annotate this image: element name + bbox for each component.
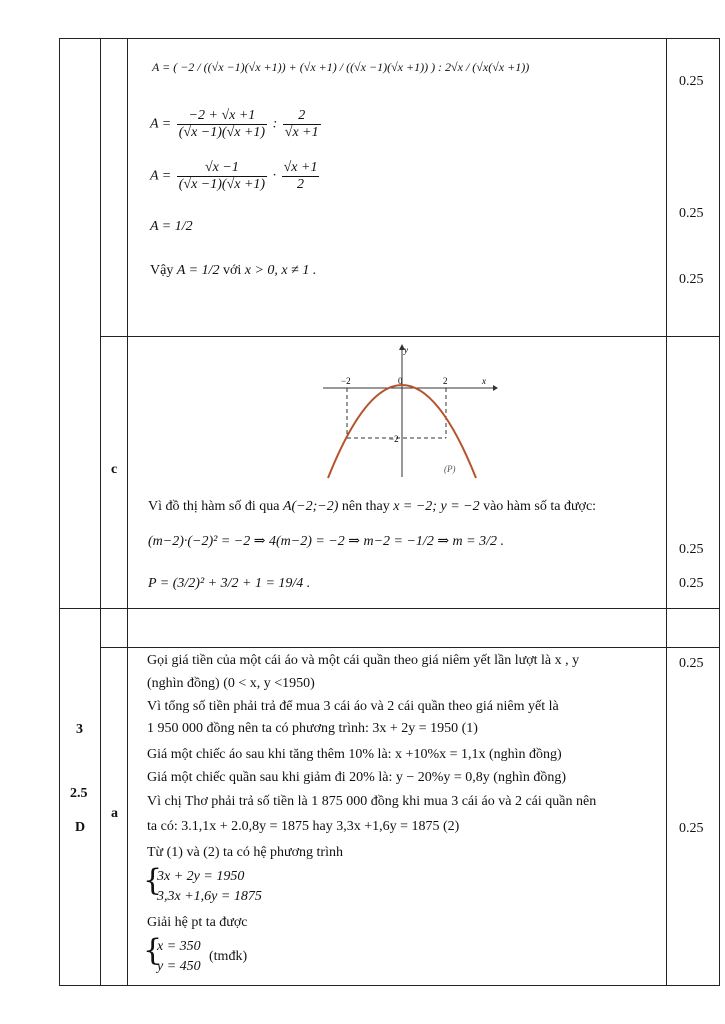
tick-label-2: 2 — [443, 376, 448, 386]
system-1-eq-a: 3x + 2y = 1950 — [157, 869, 245, 884]
table-divider-1 — [100, 38, 101, 986]
q3-line-9: Từ (1) và (2) ta có hệ phương trình — [147, 845, 343, 860]
system-2-eq-a: x = 350 — [157, 939, 201, 954]
table-border-bottom — [59, 985, 720, 986]
score-7: 0.25 — [679, 821, 704, 836]
system-2-eq-b: y = 450 — [157, 959, 201, 974]
part-c-eq-2: P = (3/2)² + 3/2 + 1 = 19/4 . — [148, 576, 311, 591]
tick-label-neg2: −2 — [341, 376, 351, 386]
q3-line-1: Gọi giá tiền của một cái áo và một cái quần theo giá niêm yết lần lượt là x , y — [147, 653, 580, 668]
parabola-graph — [318, 342, 498, 482]
tick-label-0: 0 — [398, 376, 403, 386]
tick-label-y-neg2: −2 — [389, 434, 399, 444]
system-1-eq-b: 3,3x +1,6y = 1875 — [157, 889, 262, 904]
row-divider-b-c — [100, 336, 720, 337]
question-grade: D — [75, 820, 86, 835]
score-5: 0.25 — [679, 576, 704, 591]
q3-line-10: Giải hệ pt ta được — [147, 915, 248, 930]
expr-line-2: A = $\frac{-2 + √x +1}{(√x -1)(√x +1)}$ : $\frac{2}{√x +1}$ — [150, 108, 319, 140]
part-c-eq-1: (m−2)·(−2)² = −2 ⇒ 4(m−2) = −2 ⇒ m−2 = −1/2 ⇒ m = 3/2 . — [148, 534, 505, 549]
row-divider-q3 — [59, 608, 720, 609]
score-3: 0.25 — [679, 272, 704, 287]
q3-line-7: Vì chị Thơ phải trả số tiền là 1 875 000 đồng khi mua 3 cái áo và 2 cái quần nên — [147, 794, 597, 809]
q3-line-6: Giá một chiếc quần sau khi giảm đi 20% là: y − 20%y = 0,8y (nghìn đồng) — [147, 770, 566, 785]
system-1-brace: { — [143, 863, 163, 898]
score-6: 0.25 — [679, 656, 704, 671]
score-1: 0.25 — [679, 74, 704, 89]
question-points: 2.5 — [70, 786, 88, 801]
part-c-text-1: Vì đồ thị hàm số đi qua A(−2;−2) nên thay x = −2; y = −2 vào hàm số ta được: — [148, 499, 597, 514]
x-axis-arrow — [493, 385, 498, 391]
q3-line-5: Giá một chiếc áo sau khi tăng thêm 10% là: x +10%x = 1,1x (nghìn đồng) — [147, 747, 562, 762]
row-divider-q3-a — [100, 647, 720, 648]
question-number: 3 — [76, 722, 83, 737]
q3-line-2: (nghìn đồng) (0 < x, y <1950) — [147, 676, 315, 691]
table-border-top — [59, 38, 720, 39]
expr-line-1: A = ( −2 / ((√x −1)(√x +1)) + (√x +1) / ((√x −1)(√x +1)) ) : 2√x / (√x(√x +1)) — [152, 60, 530, 74]
table-border-left — [59, 38, 60, 986]
table-border-right — [719, 38, 720, 986]
q3-line-3: Vì tổng số tiền phải trả để mua 3 cái áo và 2 cái quần theo giá niêm yết là — [147, 699, 559, 714]
x-axis-label: x — [482, 376, 486, 386]
expr-line-4: A = 1/2 — [150, 219, 193, 234]
q3-line-8: ta có: 3.1,1x + 2.0,8y = 1875 hay 3,3x +1,6y = 1875 (2) — [147, 819, 460, 834]
expr-conclusion: Vậy A = 1/2 với x > 0, x ≠ 1 . — [150, 263, 317, 278]
table-divider-3 — [666, 38, 667, 986]
part-a-label: a — [111, 806, 118, 821]
system-2-brace: { — [143, 933, 163, 968]
y-axis-label: y — [404, 345, 408, 355]
score-2: 0.25 — [679, 206, 704, 221]
system-2-note: (tmđk) — [209, 949, 248, 964]
part-c-label: c — [111, 462, 118, 477]
expr-line-3: A = $\frac{√x -1}{(√x -1)(√x +1)}$ · $\frac{√x +1}{2}$ — [150, 160, 318, 192]
curve-label: (P) — [444, 464, 456, 474]
q3-line-4: 1 950 000 đồng nên ta có phương trình: 3x + 2y = 1950 (1) — [147, 721, 478, 736]
table-divider-2 — [127, 38, 128, 986]
score-4: 0.25 — [679, 542, 704, 557]
